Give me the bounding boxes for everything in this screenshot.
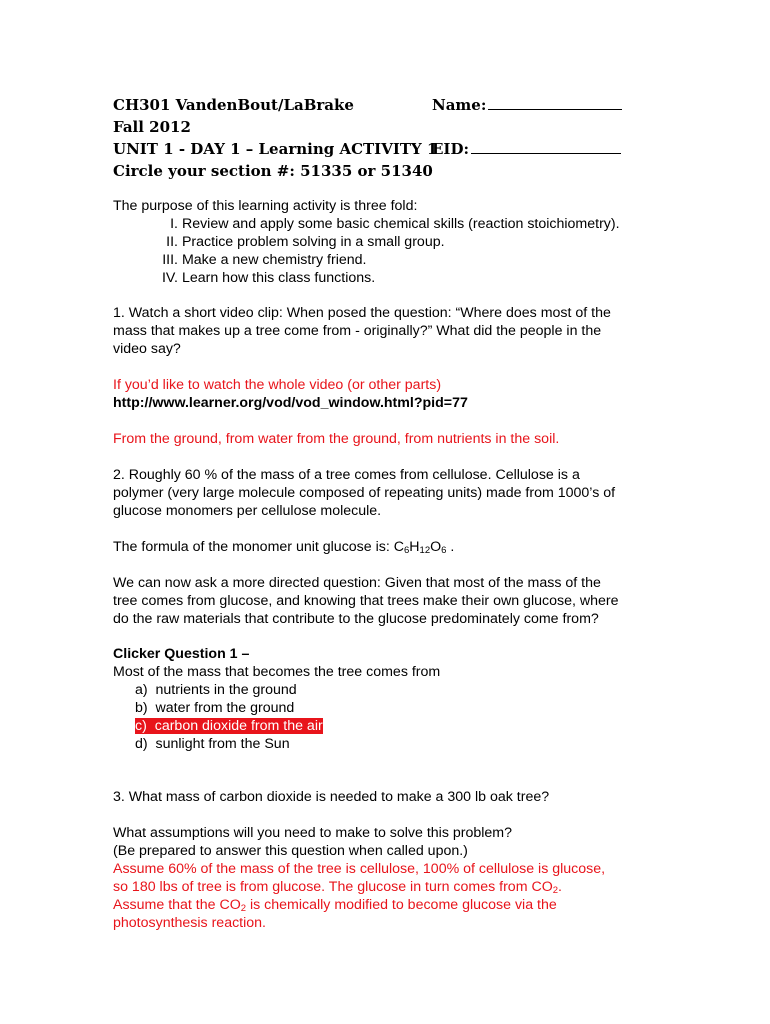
purpose-item-number: III. (162, 252, 178, 268)
correct-answer-highlight (135, 718, 323, 734)
purpose-item-number: IV. (161, 270, 178, 286)
q3-answer-line: Assume that the $CO_2$ is chemically modified to become glucose via the (113, 897, 557, 914)
directed-line: do the raw materials that contribute to the glucose predominately come from? (113, 611, 599, 627)
q1-line: 1. Watch a short video clip: When posed the question: “Where does most of the (113, 305, 611, 321)
q3-assumptions: What assumptions will you need to make to solve this problem? (113, 825, 513, 841)
clicker-stem: Most of the mass that becomes the tree comes from (113, 664, 441, 680)
q1-answer: From the ground, from water from the ground, from nutrients in the soil. (113, 431, 560, 447)
option-text: carbon dioxide from the air (154, 718, 323, 734)
name-blank[interactable] (488, 95, 622, 110)
option-letter: d) (135, 736, 148, 752)
purpose-item-text: Review and apply some basic chemical skills (reaction stoichiometry). (181, 216, 620, 232)
formula: $C_6H_{12}O_6$ . (393, 539, 455, 556)
option-letter: c) (135, 718, 147, 734)
clicker-option (135, 735, 695, 753)
q3-answer-line: photosynthesis reaction. (113, 915, 267, 931)
purpose-item-text: Practice problem solving in a small group. (181, 234, 445, 250)
name-field (432, 95, 622, 115)
clicker-title: Clicker Question 1 – (113, 646, 250, 662)
q1-line: video say? (113, 341, 181, 357)
section-line: Circle your section #: 51335 or 51340 (113, 162, 433, 180)
directed-line: We can now ask a more directed question: Given that most of the mass of the (113, 575, 601, 591)
purpose-intro: The purpose of this learning activity is three fold: (113, 198, 418, 214)
eid-label: EID: (432, 140, 469, 158)
q3-prepared: (Be prepared to answer this question when called upon.) (113, 843, 468, 859)
video-link[interactable]: http://www.learner.org/vod/vod_window.html?pid=77 (113, 395, 468, 411)
q2-line: glucose monomers per cellulose molecule. (113, 503, 382, 519)
purpose-item (152, 251, 712, 269)
name-label: Name: (432, 96, 487, 114)
purpose-item (152, 233, 712, 251)
option-text: sunlight from the Sun (155, 736, 290, 752)
purpose-item (152, 269, 712, 287)
q2-line: polymer (very large molecule composed of repeating units) made from 1000’s of (113, 485, 616, 501)
formula-prefix: The formula of the monomer unit glucose is: (113, 539, 394, 555)
q3-answer-line: Assume 60% of the mass of the tree is cellulose, 100% of cellulose is glucose, (113, 861, 606, 877)
course-title: CH301 VandenBout/LaBrake (113, 96, 354, 114)
term: Fall 2012 (113, 118, 191, 136)
q2-line: 2. Roughly 60 % of the mass of a tree comes from cellulose. Cellulose is a (113, 467, 580, 483)
purpose-item-text: Learn how this class functions. (181, 270, 376, 286)
q1-line: mass that makes up a tree come from - originally?” What did the people in the (113, 323, 602, 339)
option-letter: b) (135, 700, 148, 716)
option-text: nutrients in the ground (155, 682, 297, 698)
unit-title: UNIT 1 - DAY 1 – Learning ACTIVITY 1 (113, 140, 438, 158)
purpose-item (152, 215, 712, 233)
clicker-option (135, 699, 695, 717)
directed-line: tree comes from glucose, and knowing that trees make their own glucose, where (113, 593, 619, 609)
option-text: water from the ground (155, 700, 295, 716)
eid-field (432, 139, 621, 159)
clicker-option-correct (135, 717, 695, 735)
q3-answer-line: so 180 lbs of tree is from glucose. The glucose in turn comes from $CO_2$. (113, 879, 562, 896)
purpose-item-number: II. (166, 234, 178, 250)
eid-blank[interactable] (471, 139, 621, 154)
clicker-option (135, 681, 695, 699)
q3-question: 3. What mass of carbon dioxide is needed to make a 300 lb oak tree? (113, 789, 550, 805)
glucose-formula-line (113, 538, 673, 556)
purpose-item-number: I. (170, 216, 178, 232)
purpose-item-text: Make a new chemistry friend. (181, 252, 367, 268)
video-note: If you’d like to watch the whole video (or other parts) (113, 377, 442, 393)
option-letter: a) (135, 682, 148, 698)
